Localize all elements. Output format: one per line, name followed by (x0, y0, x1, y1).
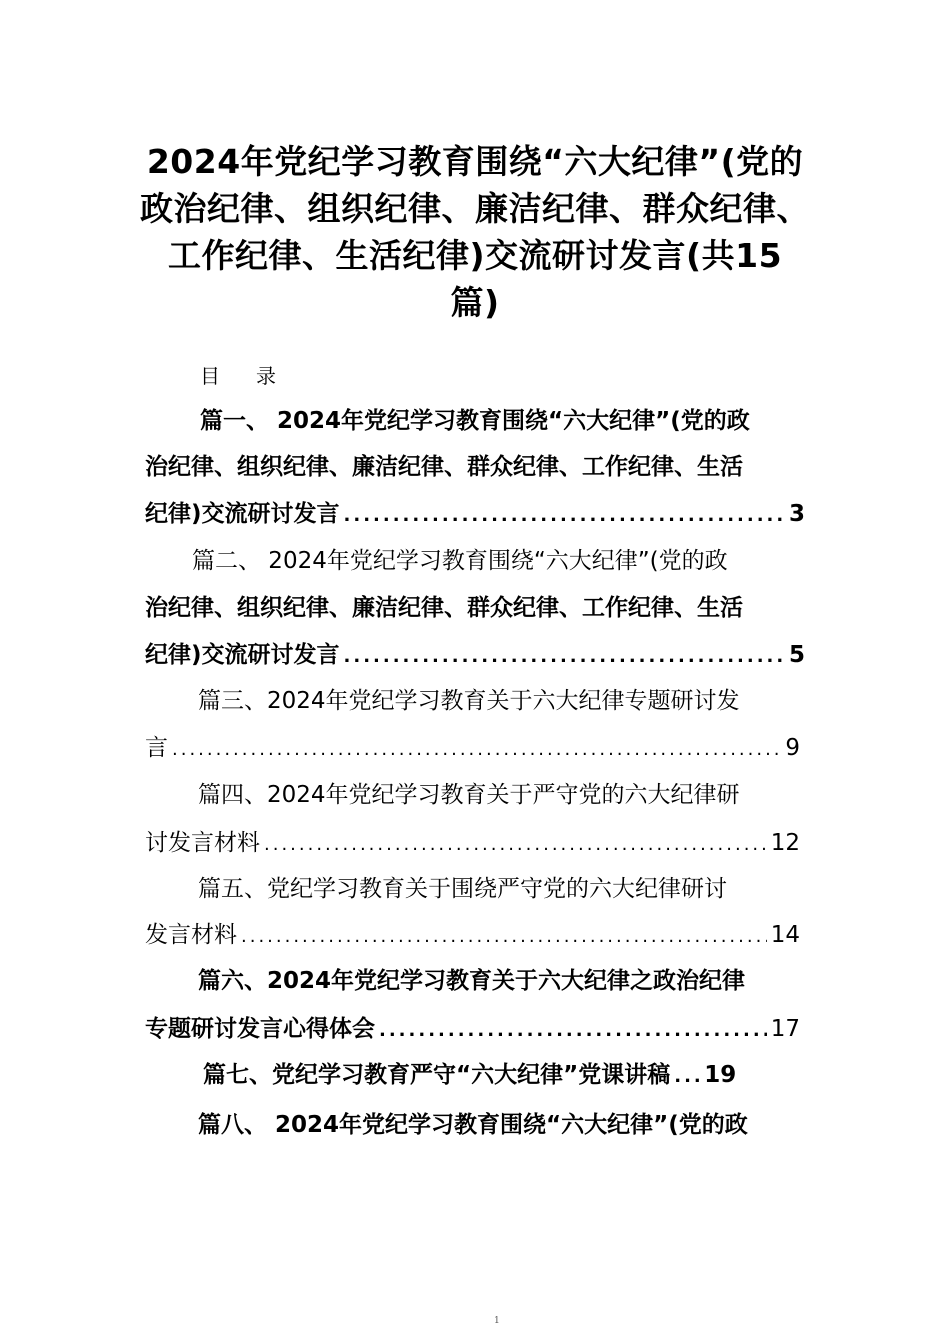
title-line: 工作纪律、生活纪律)交流研讨发言(共15 (167, 236, 783, 275)
toc-entry-4-line-2: 讨发言材料 (145, 830, 260, 856)
toc-leader-dots (172, 733, 781, 767)
toc-entry-4-last-line (145, 826, 800, 862)
toc-entry-6-line-2: 专题研讨发言心得体会 (145, 1016, 375, 1042)
toc-entry-6-last-line (145, 1012, 800, 1048)
toc-entry-5-line-1: 篇五、党纪学习教育关于围绕严守党的六大纪律研讨 (198, 876, 727, 902)
title-line: 2024年党纪学习教育围绕“六大纪律”(党的 (146, 142, 804, 181)
toc-entry-3-last-line (145, 731, 800, 767)
toc-leader-dots (264, 828, 767, 862)
toc-leader-dots (344, 640, 785, 674)
toc-entry-1-line-3: 纪律)交流研讨发言 (145, 501, 340, 527)
toc-leader-dots (379, 1014, 767, 1048)
toc-entry-3-line-1: 篇三、2024年党纪学习教育关于六大纪律专题研讨发 (198, 688, 740, 714)
document-title (120, 138, 830, 326)
toc-entry-7-last-line (203, 1058, 803, 1094)
toc-entry-7-line-1: 篇七、党纪学习教育严守“六大纪律”党课讲稿 (203, 1062, 671, 1088)
toc-entry-2-line-1: 篇二、 2024年党纪学习教育围绕“六大纪律”(党的政 (192, 548, 728, 574)
toc-entry-8-line-1: 篇八、 2024年党纪学习教育围绕“六大纪律”(党的政 (198, 1112, 748, 1138)
toc-entry-6-line-1: 篇六、2024年党纪学习教育关于六大纪律之政治纪律 (198, 968, 746, 994)
toc-entry-2-page: 5 (788, 642, 805, 668)
toc-entry-7-page: 19 (704, 1062, 737, 1088)
toc-leader-dots (344, 499, 785, 533)
toc-entry-6-page: 17 (770, 1016, 800, 1042)
toc-entry-5-line-2: 发言材料 (145, 922, 237, 948)
title-line: 篇) (450, 283, 500, 322)
toc-entry-1-page: 3 (788, 501, 805, 527)
toc-entry-1-line-2: 治纪律、组织纪律、廉洁纪律、群众纪律、工作纪律、生活 (145, 454, 743, 480)
toc-leader-dots (674, 1060, 700, 1094)
toc-entry-5-last-line (145, 918, 800, 954)
toc-entry-4-page: 12 (770, 830, 800, 856)
toc-entry-5-page: 14 (770, 922, 800, 948)
toc-entry-1-line-1: 篇一、 2024年党纪学习教育围绕“六大纪律”(党的政 (200, 408, 750, 434)
page-number: 1 (494, 1316, 500, 1326)
toc-entry-2-last-line (145, 638, 805, 674)
toc-entry-2-line-2: 治纪律、组织纪律、廉洁纪律、群众纪律、工作纪律、生活 (145, 595, 743, 621)
toc-entry-4-line-1: 篇四、2024年党纪学习教育关于严守党的六大纪律研 (198, 782, 740, 808)
toc-leader-dots (241, 920, 767, 954)
toc-entry-3-page: 9 (785, 735, 800, 761)
toc-entry-2-line-3: 纪律)交流研讨发言 (145, 642, 340, 668)
toc-heading: 目录 (200, 364, 312, 388)
title-line: 政治纪律、组织纪律、廉洁纪律、群众纪律、 (140, 189, 810, 228)
toc-entry-3-line-2: 言 (145, 735, 168, 761)
toc-entry-1-last-line (145, 497, 805, 533)
